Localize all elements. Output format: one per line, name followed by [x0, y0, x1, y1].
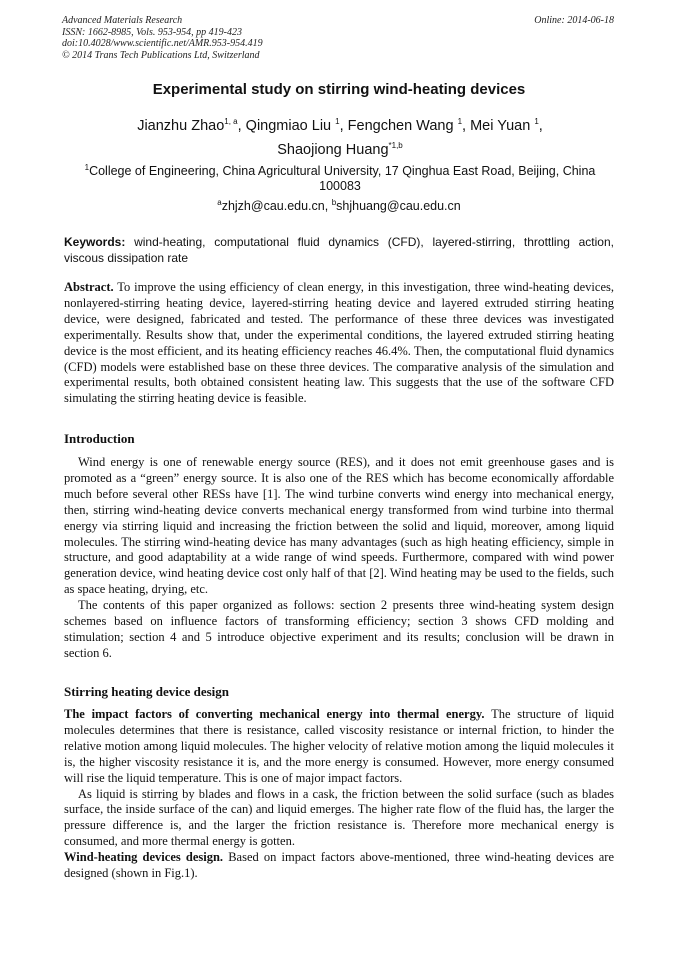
paragraph-text: Based on impact factors above-mentioned, three wind-heating devices are designed (shown in Fig.1).: [64, 850, 615, 881]
subsection-heading: The impact factors of converting mechanical energy into thermal energy.: [64, 707, 485, 721]
affiliation: [80, 164, 600, 194]
author-list: Jianzhu Zhao$^{1, a}$, Qingmiao Liu $^1$, Fengchen Wang $^1$, Mei Yuan $^1$, Shaojiong Huang$^{*1,b}$: [137, 117, 543, 158]
keywords-text: wind-heating, computational fluid dynamics (CFD), layered-stirring, throttling action, viscous dissipation rate: [64, 235, 614, 265]
introduction-body: [64, 455, 614, 662]
author-sup: 1, a: [224, 117, 238, 127]
keywords-label: Keywords:: [64, 235, 126, 249]
online-date: Online: 2014-06-18: [534, 15, 614, 26]
abstract: [64, 280, 614, 407]
journal-copyright: © 2014 Trans Tech Publications Ltd, Switzerland: [62, 49, 260, 61]
author-name: Fengchen Wang: [347, 118, 454, 134]
paragraph: The contents of this paper organized as follows: section 2 presents three wind-heating system design schemes based on influence factors of transforming efficiency; section 3 shows CFD molding and stimulation; section 4 and 5 introduce objective experiment and its results; conclusion will be drawn in section 6.: [64, 598, 614, 660]
author-emails: $^a$zhjzh@cau.edu.cn, $^b$shjhuang@cau.edu.cn: [217, 197, 461, 213]
author-sup: 1: [457, 117, 463, 127]
email-link[interactable]: zhjzh@cau.edu.cn: [221, 199, 325, 213]
subsection-heading: Wind-heating devices design.: [64, 850, 224, 865]
affiliation-sup: 1: [84, 162, 90, 172]
design-body: [64, 707, 614, 882]
paragraph-text: The structure of liquid molecules determines that there is resistance, called viscosity resistance or internal friction, to hinder the relative motion among liquid molecules. The higher velocity of relative motion among the liquid molecules it is, the higher viscosity resistance it is, and the more energy is consumed. However, more energy consumed will rise the liquid temperature. This is one of major impact factors.: [64, 707, 614, 785]
author-name: Jianzhu Zhao: [137, 118, 225, 134]
paragraph: [64, 707, 614, 787]
section-heading-design: Stirring heating device design: [64, 684, 230, 699]
abstract-text: To improve the using efficiency of clean energy, in this investigation, three wind-heating devices, nonlayered-stirring heating device, layered-stirring heating device and layered extruded stirring heating device, were designed, fabricated and tested. The performance of these three devices was investigated experimentally. Results show that, under the experimental conditions, the layered extruded stirring heating device is the most efficient, and its heating efficiency reaches 46.4%. Then, the computational fluid dynamics (CFD) models were established base on these three devices. The comparative analysis of the simulation and experimental results, both obtained consistent heating law. This suggests that the use of the software CFD simulating the stirring heating device is feasible.: [64, 280, 614, 406]
section-heading-introduction: Introduction: [64, 431, 135, 446]
author-name: Shaojiong Huang: [277, 142, 389, 158]
email-sup: a: [217, 197, 222, 207]
email-link[interactable]: shjhuang@cau.edu.cn: [336, 199, 461, 213]
author-sup: 1: [534, 117, 539, 127]
journal-header: [62, 15, 263, 61]
author-sup: 1: [335, 117, 340, 127]
email-sup: b: [331, 197, 337, 207]
paragraph: Wind energy is one of renewable energy source (RES), and it does not emit greenhouse gases and is promoted as a “green” energy source. It is also one of the RES which has become economically affordable much before several other RESs have [1]. The wind turbine converts wind energy into mechanical energy, then, stirring wind-heating device converts mechanical energy transformed from wind turbine into thermal energy via stirring liquid and increasing the friction between the solid and liquid, moreover, among liquid molecules. The stirring wind-heating device has many advantages (such as high heating efficiency, simple in structure, and good adaptability at a wide range of wind speeds. Furthermore, compared with wind power generation device, wind heating device cost only half of that [2]. Wind heating may be used to the fields, such as space heating, drying, etc.: [64, 455, 614, 597]
journal-name: Advanced Materials Research: [62, 15, 183, 26]
paragraph: [64, 850, 614, 882]
journal-issn: ISSN: 1662-8985, Vols. 953-954, pp 419-423: [62, 26, 242, 38]
paragraph: As liquid is stirring by blades and flows in a cask, the friction between the solid surface (such as blades surface, the inside surface of the can) and liquid emerges. The higher rate flow of the fluid has, the larger the pressure difference is, and the larger the friction resistance is. Therefore more mechanical energy is consumed, and more thermal energy is gotten.: [64, 786, 614, 849]
author-name: Qingmiao Liu: [245, 118, 332, 134]
author-sup: *1,b: [388, 141, 403, 151]
abstract-label: Abstract.: [64, 280, 114, 294]
author-name: Mei Yuan: [470, 118, 531, 134]
paper-title: Experimental study on stirring wind-heating devices: [152, 81, 526, 98]
journal-doi: doi:10.4028/www.scientific.net/AMR.953-954.419: [62, 38, 263, 49]
keywords: [64, 235, 614, 266]
affiliation-text: College of Engineering, China Agricultural University, 17 Qinghua East Road, Beijing, China 100083: [89, 164, 596, 193]
